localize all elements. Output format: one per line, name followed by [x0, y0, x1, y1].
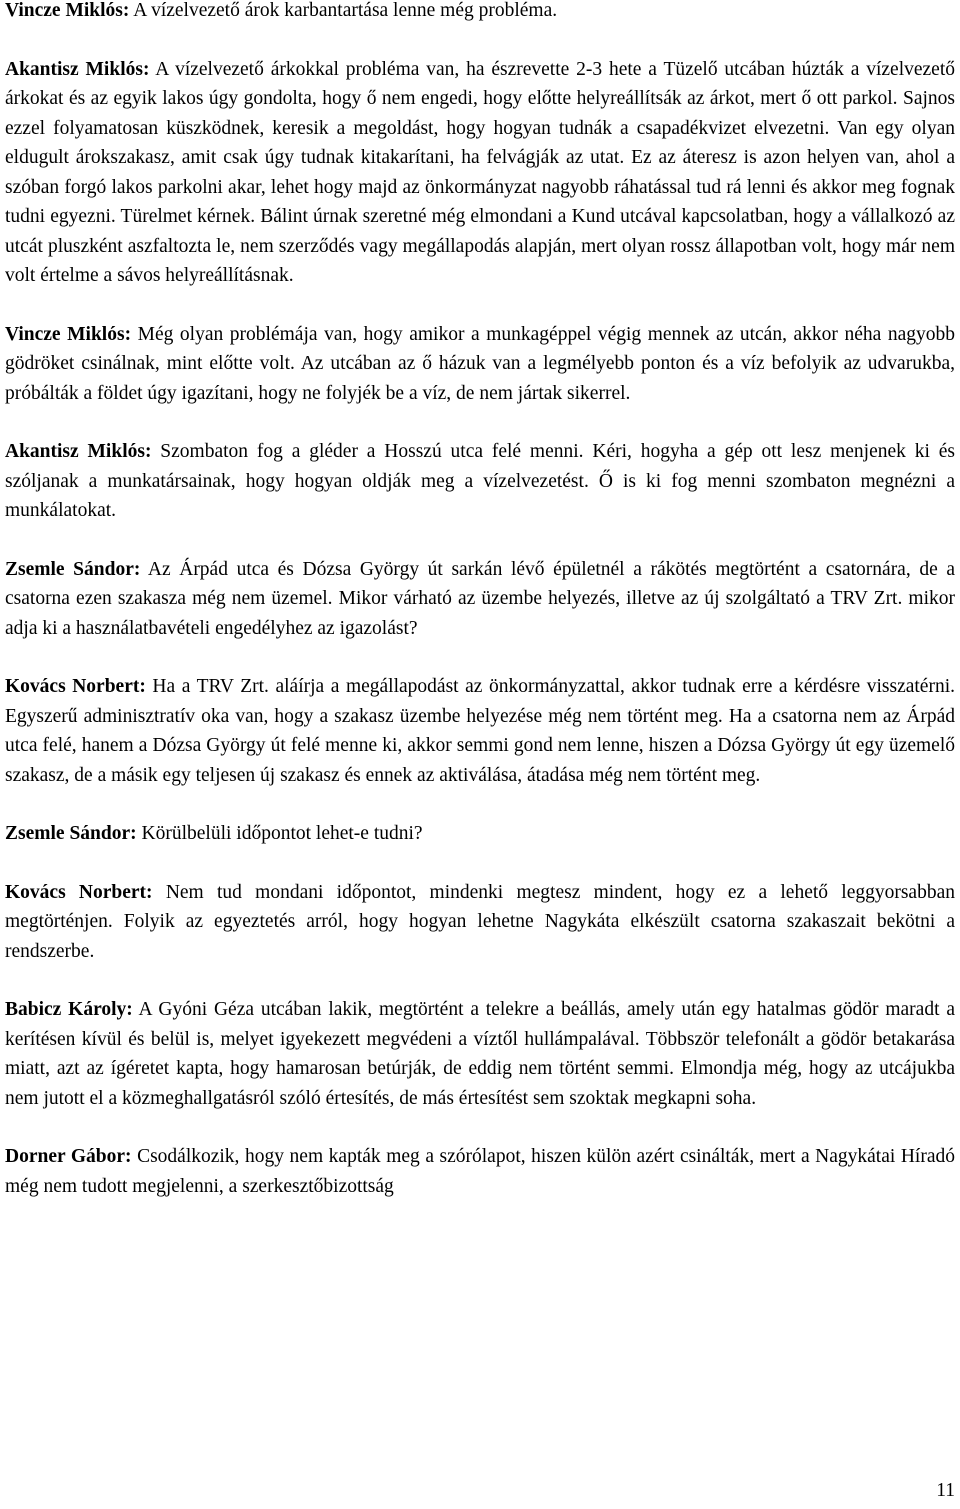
document-page — [5, 0, 955, 1509]
speaker-name: Zsemle Sándor: — [5, 558, 141, 580]
speaker-name: Kovács Norbert: — [5, 881, 153, 903]
page-number: 11 — [936, 1480, 955, 1501]
paragraph-text: Az Árpád utca és Dózsa György út sarkán lévő épületnél a rákötés megtörtént a csatornára, de a csatorna ezen szakasza még nem üzemel. Mikor várható az üzembe helyezés, illetve az új szolgáltató a TRV Zrt. mikor adja ki a használatbavételi engedélyhez az igazolást? — [5, 558, 955, 639]
speaker-name: Zsemle Sándor: — [5, 823, 137, 844]
speaker-name: Dorner Gábor: — [5, 1146, 132, 1167]
paragraph-text: A Gyóni Géza utcában lakik, megtörtént a telekre a beállás, amely után egy hatalmas gödör maradt a kerítésen kívül és belül is, melyet igyekezett megvédeni a víztől hullámpalával. Többször telefonált a gödör betakarása miatt, azt az ígéretet kapta, hogy hamarosan betúrják, de eddig nem történt semmi. Elmondja még, hogy az utcájukba nem jutott el a közmeghallgatásról szóló értesítés, de más értesítést sem szoktak megkapni soha. — [5, 999, 955, 1109]
paragraph — [5, 995, 955, 1113]
paragraph-text: A vízelvezető árok karbantartása lenne még probléma. — [129, 0, 558, 21]
paragraph-text: Ha a TRV Zrt. aláírja a megállapodást az önkormányzattal, akkor tudnak erre a kérdésre visszatérni. Egyszerű adminisztratív oka van, hogy a szakasz üzembe helyezése még nem történt meg. Ha a csatorna nem az Árpád utca felé, hanem a Dózsa György út felé menne ki, akkor semmi gond nem lenne, hiszen a Dózsa György út egy üzemelő szakasz, de a másik egy teljesen új szakasz és ennek az aktiválása, átadása még nem történt meg. — [5, 676, 955, 786]
paragraph-text: Szombaton fog a gléder a Hosszú utca felé menni. Kéri, hogyha a gép ott lesz menjenek ki és szóljanak a munkatársainak, hogy hogyan oldják meg a vízelvezetést. Ő is ki fog menni szombaton megnézni a munkálatokat. — [5, 441, 955, 521]
paragraph — [5, 672, 955, 790]
paragraph — [5, 55, 955, 291]
paragraph — [5, 0, 955, 26]
paragraph-text: Csodálkozik, hogy nem kapták meg a szórólapot, hiszen külön azért csinálták, mert a Nagykátai Híradó még nem tudott megjelenni, a szerkesztőbizottság — [5, 1146, 956, 1197]
speaker-name: Vincze Miklós: — [5, 323, 132, 345]
speaker-name: Akantisz Miklós: — [5, 441, 152, 462]
paragraph — [5, 437, 955, 526]
paragraph-text: Még olyan problémája van, hogy amikor a munkagéppel végig mennek az utcán, akkor néha nagyobb gödröket csinálnak, mint előtte volt. Az utcában az ő házuk van a legmélyebb ponton és a víz befolyik az udvarukba, próbálták a földet úgy igazítani, hogy ne folyjék be a víz, de nem jártak sikerrel. — [5, 323, 955, 404]
speaker-name: Akantisz Miklós: — [5, 58, 150, 80]
paragraph — [5, 320, 955, 409]
paragraph — [5, 878, 955, 967]
paragraph-text: Nem tud mondani időpontot, mindenki megtesz mindent, hogy ez a lehető leggyorsabban megtörténjen. Folyik az egyeztetés arról, hogy hogyan lehetne Nagykáta elkészült csatorna szakaszait bekötni a rendszerbe. — [5, 881, 955, 962]
speaker-name: Vincze Miklós: — [5, 0, 130, 21]
speaker-name: Babicz Károly: — [5, 999, 133, 1020]
speaker-name: Kovács Norbert: — [5, 676, 146, 697]
paragraph — [5, 819, 955, 849]
paragraph — [5, 555, 955, 644]
paragraph-text: Körülbelüli időpontot lehet-e tudni? — [136, 823, 423, 844]
paragraph-text: A vízelvezető árkokkal probléma van, ha észrevette 2-3 hete a Tüzelő utcában húzták a vízelvezető árkokat és az egyik lakos úgy gondolta, hogy ő nem engedi, hogy előtte helyreállítsák az árkot, mert ő ott parkol. Sajnos ezzel folyamatosan küszködnek, keresik a megoldást, hogy hogyan tudnák a csapadékvizet elvezetni. Van egy olyan eldugult árokszakasz, amit csak úgy tudnak kitakarítani, ha felvágják az utat. Ez az áteresz is azon helyen van, ahol a szóban forgó lakos parkolni akar, lehet hogy majd az önkormányzat nagyobb ráhatással tud rá lenni és akkor meg fognak tudni egyezni. Türelmet kérnek. Bálint úrnak szeretné még elmondani a Kund utcával kapcsolatban, hogy a vállalkozó az utcát pluszként aszfaltozta le, nem szerződés vagy megállapodás alapján, mert olyan rossz állapotban volt, hogy már nem volt értelme a sávos helyreállításnak. — [5, 58, 955, 286]
paragraph — [5, 1142, 955, 1201]
